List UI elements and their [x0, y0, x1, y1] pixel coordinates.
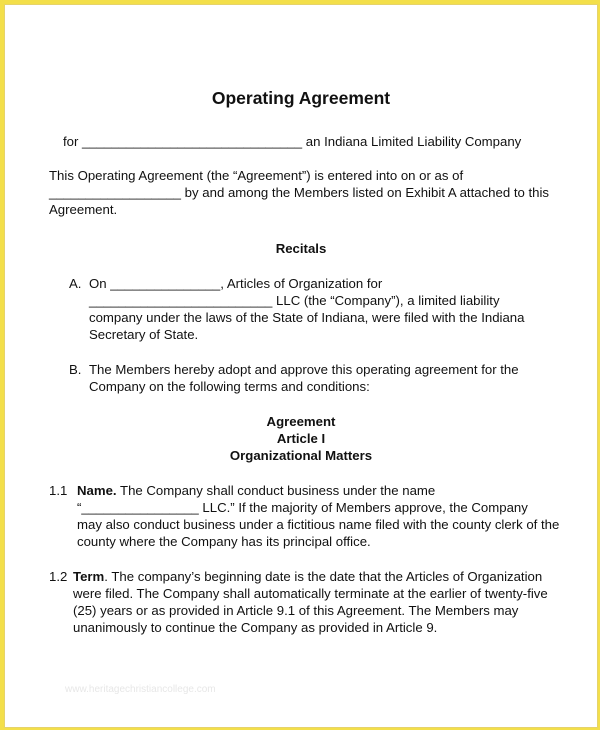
section-1-2-text [73, 568, 548, 636]
recital-b-line: The Members hereby adopt and approve this operating agreement for the [89, 362, 519, 377]
document-body [5, 5, 597, 727]
recital-a-text [89, 275, 524, 343]
section-first-line-rest: . The company’s beginning date is the date that the Articles of Organization [104, 569, 543, 584]
recital-a-line: company under the laws of the State of Indiana, were filed with the Indiana [89, 310, 525, 325]
section-first-line [77, 482, 559, 499]
recital-b-line: Company on the following terms and conditions: [89, 379, 370, 394]
section-1-1-text [77, 482, 559, 550]
recital-a-line: Secretary of State. [89, 327, 199, 342]
section-number: 1.1 [49, 483, 68, 498]
term-label: Term [73, 569, 105, 584]
section-line: county where the Company has its principal office. [77, 534, 371, 549]
name-label: Name. [77, 483, 117, 498]
intro-paragraph [49, 167, 569, 218]
section-line: were filed. The Company shall automatically terminate at the earlier of twenty-five [73, 586, 548, 601]
recitals-heading: Recitals [275, 241, 327, 256]
section-number: 1.2 [49, 569, 68, 584]
section-line: unanimously to continue the Company as provided in Article 9. [73, 620, 438, 635]
recital-a-line: _________________________ LLC (the “Company”), a limited liability [89, 293, 500, 308]
intro-line: __________________ by and among the Members listed on Exhibit A attached to this [49, 185, 550, 200]
section-line: (25) years or as provided in Article 9.1 of this Agreement. The Members may [73, 603, 519, 618]
recital-b-text [89, 361, 519, 395]
section-line: “________________ LLC.” If the majority of Members approve, the Company [77, 500, 528, 515]
intro-line: Agreement. [49, 202, 118, 217]
watermark-text: www.heritagechristiancollege.com [65, 684, 216, 695]
organizational-matters-heading: Organizational Matters [229, 448, 373, 463]
article-heading-line: Article I [276, 431, 326, 446]
intro-line: This Operating Agreement (the “Agreement”) is entered into on or as of [49, 168, 464, 183]
document-page [4, 4, 598, 728]
recital-a-marker: A. [69, 276, 82, 291]
recital-a-line: On _______________, Articles of Organization for [89, 276, 383, 291]
recital-b-marker: B. [69, 362, 82, 377]
section-line: may also conduct business under a fictitious name filed with the county clerk of the [77, 517, 560, 532]
document-title: Operating Agreement [211, 88, 391, 108]
agreement-heading [5, 413, 597, 464]
agreement-heading-line: Agreement [266, 414, 336, 429]
section-first-line [73, 568, 548, 585]
for-line: for ______________________________ an Indiana Limited Liability Company [63, 134, 522, 149]
section-first-line-rest: The Company shall conduct business under the name [116, 483, 436, 498]
